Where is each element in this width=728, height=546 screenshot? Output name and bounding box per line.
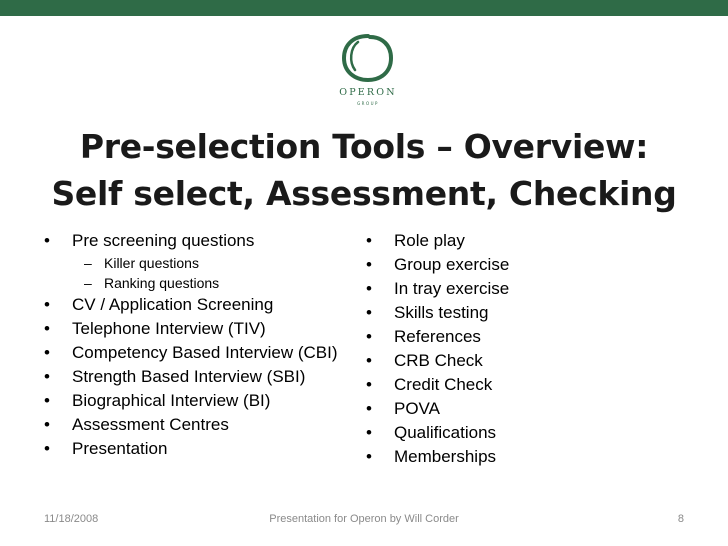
bullet-item: • Credit Check <box>366 373 509 397</box>
top-accent-bar <box>0 0 728 16</box>
operon-logo <box>328 32 408 110</box>
bullet-item: • Biographical Interview (BI) <box>44 389 338 413</box>
right-bullet-list <box>366 229 509 469</box>
footer-presentation-title: Presentation for Operon by Will Corder <box>269 513 459 525</box>
bullet-item: • POVA <box>366 397 509 421</box>
sub-bullet-item: – Killer questions <box>44 253 338 273</box>
bullet-item: • Telephone Interview (TIV) <box>44 317 338 341</box>
bullet-item: • Role play <box>366 229 509 253</box>
bullet-item: • Pre screening questions <box>44 229 338 253</box>
bullet-item: • CRB Check <box>366 349 509 373</box>
slide-title-line-1: Pre-selection Tools – Overview: <box>79 127 649 166</box>
slide-title-line-2: Self select, Assessment, Checking <box>51 174 677 213</box>
bullet-item: • Strength Based Interview (SBI) <box>44 365 338 389</box>
bullet-item: • Presentation <box>44 437 338 461</box>
left-bullet-list <box>44 229 338 461</box>
bullet-item: • In tray exercise <box>366 277 509 301</box>
sub-bullet-item: – Ranking questions <box>44 273 338 293</box>
footer-page-number: 8 <box>677 513 684 525</box>
bullet-item: • Skills testing <box>366 301 509 325</box>
logo-wordmark: OPERON <box>339 87 397 98</box>
operon-logo-mark <box>328 32 408 110</box>
bullet-item: • Assessment Centres <box>44 413 338 437</box>
bullet-item: • Qualifications <box>366 421 509 445</box>
bullet-item: • Memberships <box>366 445 509 469</box>
bullet-item: • CV / Application Screening <box>44 293 338 317</box>
bullet-item: • Competency Based Interview (CBI) <box>44 341 338 365</box>
footer-date: 11/18/2008 <box>44 513 99 525</box>
bullet-item: • References <box>366 325 509 349</box>
bullet-item: • Group exercise <box>366 253 509 277</box>
logo-subtext: GROUP <box>357 101 379 106</box>
